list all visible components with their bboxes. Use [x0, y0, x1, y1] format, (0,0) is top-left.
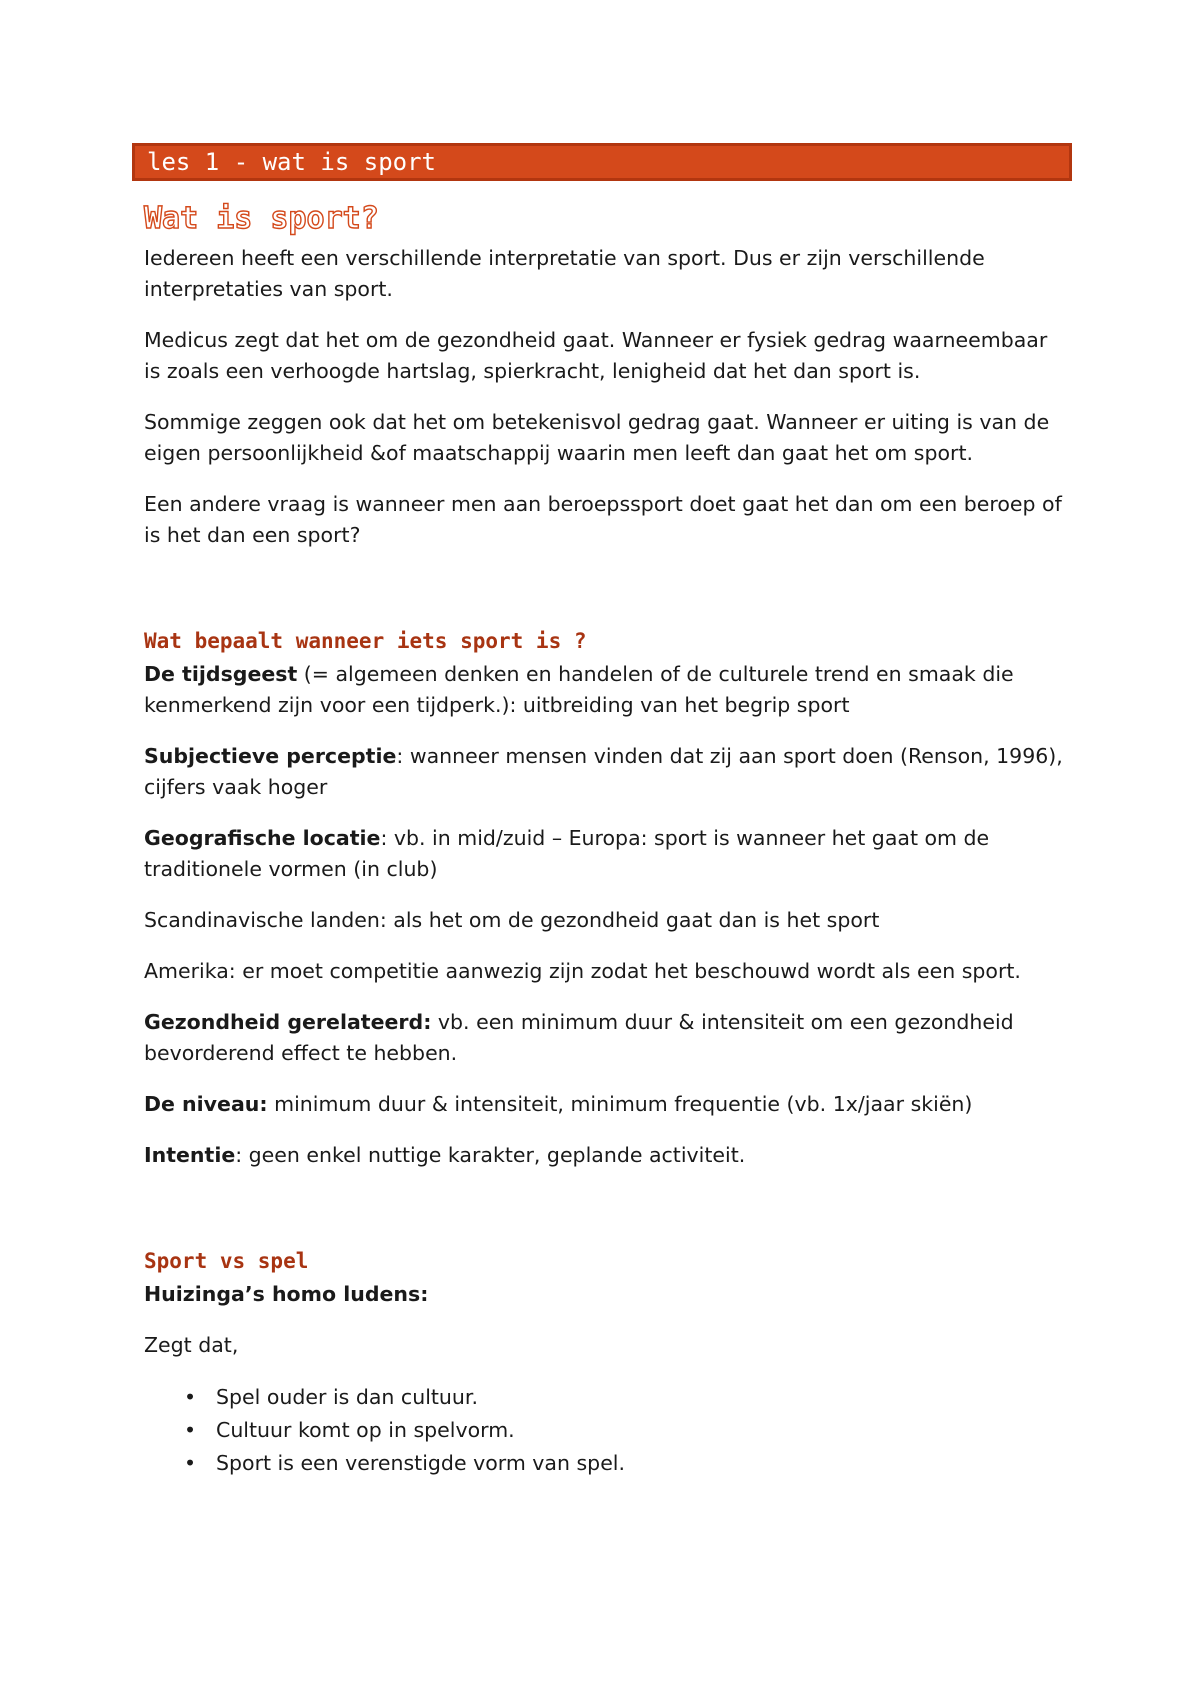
paragraph: Een andere vraag is wanneer men aan beroepssport doet gaat het dan om een beroep of is het dan een sport? [144, 492, 1062, 547]
definition-item [144, 659, 1064, 721]
definition-term: De tijdsgeest [144, 662, 298, 686]
definition-text: : geen enkel nuttige karakter, geplande activiteit. [235, 1143, 746, 1167]
definition-text: vb. een minimum duur & intensiteit om een gezondheid bevorderend effect te hebben. [144, 1010, 1014, 1065]
definition-item [144, 1089, 1064, 1120]
list-item [184, 1447, 1064, 1480]
definition-text: Scandinavische landen: als het om de gezondheid gaat dan is het sport [144, 908, 880, 932]
section-heading-wat-bepaalt: Wat bepaalt wanneer iets sport is ? [144, 629, 587, 653]
list-item [184, 1414, 1064, 1447]
definition-item [144, 956, 1064, 987]
lesson-title-banner: les 1 - wat is sport [132, 143, 1072, 181]
definition-term: De niveau: [144, 1092, 268, 1116]
bullet-icon: • [184, 1418, 197, 1442]
definition-term: Geografische locatie [144, 826, 381, 850]
subheading-text: Huizinga’s homo ludens: [144, 1282, 429, 1306]
subheading [144, 1279, 1064, 1310]
paragraph: Zegt dat, [144, 1333, 239, 1357]
definition-text: (= algemeen denken en handelen of de culturele trend en smaak die kenmerkend zijn voor een tijdperk.): uitbreiding van het begrip sport [144, 662, 1014, 717]
document-page [132, 143, 1072, 1480]
bullet-icon: • [184, 1451, 197, 1475]
definition-text: Amerika: er moet competitie aanwezig zijn zodat het beschouwd wordt als een sport. [144, 959, 1021, 983]
paragraph: Iedereen heeft een verschillende interpretatie van sport. Dus er zijn verschillende interpretaties van sport. [144, 246, 985, 301]
definition-item [144, 1140, 1064, 1171]
section-heading-wat-is-sport: Wat is sport? [144, 201, 379, 236]
list-item-text: Sport is een verenstigde vorm van spel. [216, 1451, 626, 1475]
list-item-text: Spel ouder is dan cultuur. [216, 1385, 478, 1409]
paragraph: Medicus zegt dat het om de gezondheid gaat. Wanneer er fysiek gedrag waarneembaar is zoals een verhoogde hartslag, spierkracht, lenigheid dat het dan sport is. [144, 328, 1048, 383]
definition-text: minimum duur & intensiteit, minimum frequentie (vb. 1x/jaar skiën) [267, 1092, 973, 1116]
section-heading-sport-vs-spel: Sport vs spel [144, 1249, 309, 1273]
definition-item [144, 741, 1064, 803]
definition-term: Subjectieve perceptie [144, 744, 397, 768]
paragraph: Sommige zeggen ook dat het om betekenisvol gedrag gaat. Wanneer er uiting is van de eigen persoonlijkheid &of maatschappij waarin men leeft dan gaat het om sport. [144, 410, 1050, 465]
definition-item [144, 905, 1064, 936]
definition-term: Gezondheid gerelateerd: [144, 1010, 432, 1034]
definition-item [144, 1007, 1064, 1069]
definition-item [144, 823, 1064, 885]
list-item-text: Cultuur komt op in spelvorm. [216, 1418, 515, 1442]
list-item [184, 1381, 1064, 1414]
bullet-list [144, 1381, 1064, 1480]
definition-term: Intentie [144, 1143, 236, 1167]
bullet-icon: • [184, 1385, 197, 1409]
definition-text: : vb. in mid/zuid – Europa: sport is wanneer het gaat om de traditionele vormen (in club) [144, 826, 990, 881]
document-body [144, 243, 1064, 1480]
definition-text: : wanneer mensen vinden dat zij aan sport doen (Renson, 1996), cijfers vaak hoger [144, 744, 1063, 799]
